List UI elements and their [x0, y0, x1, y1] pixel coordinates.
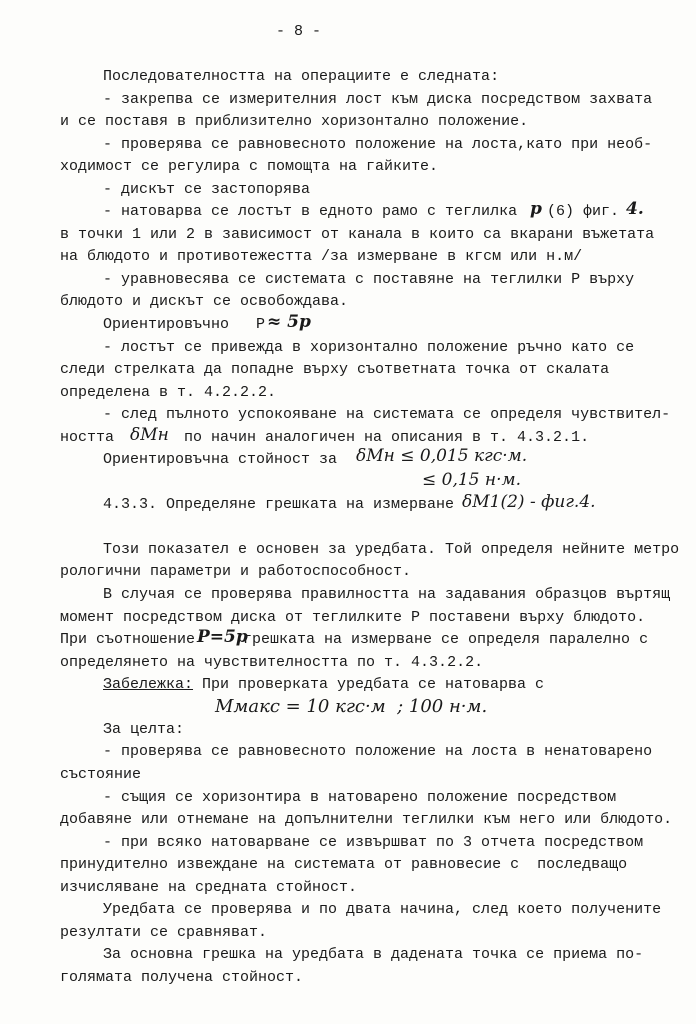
handwritten-p-symbol: р: [530, 199, 542, 219]
text-line: момент посредством диска от теглилките Р поставени върху блюдото.: [60, 609, 646, 626]
handwritten-fig-number: 4.: [626, 199, 644, 219]
handwritten-value-2: ≤ 0,15 н·м.: [422, 470, 522, 490]
text-line: състояние: [60, 766, 142, 783]
text-line: Ориентировъчна стойност за: [103, 451, 338, 468]
handwritten-ratio: Р=5р: [197, 627, 248, 647]
text-line: в точки 1 или 2 в зависимост от канала в които са вкарани въжетата: [60, 226, 655, 243]
text-line: - след пълното успокояване на системата се определя чувствител-: [103, 406, 671, 423]
handwritten-delta-m12: δМ1(2) - фиг.4.: [462, 492, 596, 512]
text-line: - натоварва се лостът в едното рамо с теглилка: [103, 203, 518, 220]
handwritten-mmax: Ммакс = 10 кгс·м ; 100 н·м.: [215, 696, 488, 717]
text-line: определянето на чувствителността по т. 4.3.2.2.: [60, 654, 484, 671]
text-line: - проверява се равновесното положение на лоста в ненатоварено: [103, 743, 653, 760]
text-line: - при всяко натоварване се извършват по 3 отчета посредством: [103, 834, 644, 851]
text-line: добавяне или отнемане на допълнителни теглилки към него или блюдото.: [60, 811, 673, 828]
text-line: блюдото и дискът се освобождава.: [60, 293, 349, 310]
text-line: - дискът се застопорява: [103, 181, 311, 198]
handwritten-value-1: δМн ≤ 0,015 кгс·м.: [356, 446, 528, 466]
text-line: изчисляване на средната стойност.: [60, 879, 358, 896]
text-line: Този показател е основен за уредбата. Той определя нейните метро: [103, 541, 680, 558]
text-line: Уредбата се проверява и по двата начина, след което получените: [103, 901, 662, 918]
text-line: голямата получена стойност.: [60, 969, 304, 986]
text-line: - лостът се привежда в хоризонтално положение ръчно като се: [103, 339, 635, 356]
text-line: принудително извеждане на системата от равновесие с последващо: [60, 856, 628, 873]
text-line: ходимост се регулира с помощта на гайките.: [60, 158, 439, 175]
text-line: - закрепва се измерителния лост към диска посредством захвата: [103, 91, 653, 108]
text-line: Последователността на операциите е следната:: [103, 68, 500, 85]
text-line: При проверката уредбата се натоварва с: [193, 676, 545, 693]
text-line: В случая се проверява правилността на задавания образцов въртящ: [103, 586, 671, 603]
note-label: Забележка:: [103, 676, 194, 693]
text-line: - проверява се равновесното положение на лоста,като при необ-: [103, 136, 653, 153]
text-line: ността: [60, 429, 115, 446]
text-line: За основна грешка на уредбата в дадената точка се приема по-: [103, 946, 644, 963]
text-line: При съотношение: [60, 631, 196, 648]
text-line: грешката на измерване се определя паралелно с: [243, 631, 649, 648]
text-line: - същия се хоризонтира в натоварено положение посредством: [103, 789, 617, 806]
text-line: на блюдото и противотежестта /за измерване в кгсм или н.м/: [60, 248, 583, 265]
text-line: - уравновесява се системата с поставяне на теглилки Р върху: [103, 271, 635, 288]
text-line: резултати се сравняват.: [60, 924, 268, 941]
text-line: определена в т. 4.2.2.2.: [60, 384, 277, 401]
handwritten-approx: ≈ 5р: [267, 312, 311, 332]
text-line: рологични параметри и работоспособност.: [60, 563, 412, 580]
text-line: За целта:: [103, 721, 185, 738]
text-line: (6) фиг.: [547, 203, 620, 220]
text-line: и се поставя в приблизително хоризонтално положение.: [60, 113, 529, 130]
section-heading: 4.3.3. Определяне грешката на измерване: [103, 496, 455, 513]
text-line: следи стрелката да попадне върху съответната точка от скалата: [60, 361, 610, 378]
handwritten-delta-mh: δМн: [130, 425, 169, 445]
text-line: Ориентировъчно Р: [103, 316, 266, 333]
text-line: по начин аналогичен на описания в т. 4.3.2.1.: [184, 429, 590, 446]
page-number: - 8 -: [276, 23, 322, 40]
